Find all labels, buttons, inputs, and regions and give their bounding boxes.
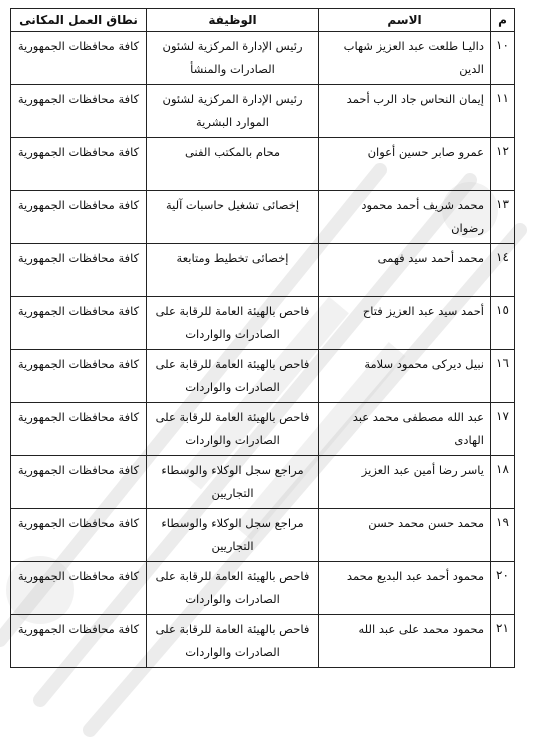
employee-scope: كافة محافظات الجمهورية [11, 244, 147, 297]
table-row [11, 350, 515, 403]
employee-scope: كافة محافظات الجمهورية [11, 138, 147, 191]
employee-table [10, 8, 515, 668]
table-row [11, 509, 515, 562]
employee-scope: كافة محافظات الجمهورية [11, 562, 147, 615]
table-row [11, 138, 515, 191]
header-number: م [491, 9, 515, 32]
table-row [11, 191, 515, 244]
employee-job: فاحص بالهيئة العامة للرقابة على الصادرات والواردات [147, 562, 319, 615]
employee-job: رئيس الإدارة المركزية لشئون الصادرات والمنشأ [147, 32, 319, 85]
employee-scope: كافة محافظات الجمهورية [11, 615, 147, 668]
employee-scope: كافة محافظات الجمهورية [11, 191, 147, 244]
employee-job: مراجع سجل الوكلاء والوسطاء التجاريين [147, 509, 319, 562]
employee-scope: كافة محافظات الجمهورية [11, 403, 147, 456]
row-number: ١١ [491, 85, 515, 138]
employee-job: مراجع سجل الوكلاء والوسطاء التجاريين [147, 456, 319, 509]
row-number: ١٥ [491, 297, 515, 350]
employee-name: داليـا طلعت عبد العزيز شهاب الدين [319, 32, 491, 85]
row-number: ١٦ [491, 350, 515, 403]
employee-job: رئيس الإدارة المركزية لشئون الموارد البشرية [147, 85, 319, 138]
row-number: ١٤ [491, 244, 515, 297]
employee-job: فاحص بالهيئة العامة للرقابة على الصادرات والواردات [147, 403, 319, 456]
table-row [11, 244, 515, 297]
table-row [11, 32, 515, 85]
row-number: ١٢ [491, 138, 515, 191]
table-row [11, 85, 515, 138]
employee-job: فاحص بالهيئة العامة للرقابة على الصادرات والواردات [147, 615, 319, 668]
table-row [11, 456, 515, 509]
row-number: ١٧ [491, 403, 515, 456]
row-number: ١٣ [491, 191, 515, 244]
employee-table-container [10, 8, 514, 668]
row-number: ١٨ [491, 456, 515, 509]
employee-scope: كافة محافظات الجمهورية [11, 32, 147, 85]
employee-job: محام بالمكتب الفنى [147, 138, 319, 191]
employee-name: إيمان النحاس جاد الرب أحمد [319, 85, 491, 138]
row-number: ١٩ [491, 509, 515, 562]
header-name: الاسم [319, 9, 491, 32]
employee-scope: كافة محافظات الجمهورية [11, 350, 147, 403]
employee-name: أحمد سيد عبد العزيز فتاح [319, 297, 491, 350]
employee-name: ياسر رضا أمين عبد العزيز [319, 456, 491, 509]
table-header-row [11, 9, 515, 32]
employee-scope: كافة محافظات الجمهورية [11, 456, 147, 509]
employee-name: محمد حسن محمد حسن [319, 509, 491, 562]
employee-scope: كافة محافظات الجمهورية [11, 297, 147, 350]
employee-name: محمود أحمد عبد البديع محمد [319, 562, 491, 615]
employee-name: محمد شريف أحمد محمود رضوان [319, 191, 491, 244]
row-number: ٢١ [491, 615, 515, 668]
employee-job: إخصائى تشغيل حاسبات آلية [147, 191, 319, 244]
row-number: ٢٠ [491, 562, 515, 615]
employee-name: محمد أحمد سيد فهمى [319, 244, 491, 297]
employee-job: فاحص بالهيئة العامة للرقابة على الصادرات والواردات [147, 350, 319, 403]
header-job: الوظيفة [147, 9, 319, 32]
employee-name: محمود محمد على عبد الله [319, 615, 491, 668]
employee-job: إخصائى تخطيط ومتابعة [147, 244, 319, 297]
row-number: ١٠ [491, 32, 515, 85]
employee-scope: كافة محافظات الجمهورية [11, 509, 147, 562]
table-row [11, 615, 515, 668]
employee-job: فاحص بالهيئة العامة للرقابة على الصادرات والواردات [147, 297, 319, 350]
employee-scope: كافة محافظات الجمهورية [11, 85, 147, 138]
header-scope: نطاق العمل المكانى [11, 9, 147, 32]
table-row [11, 297, 515, 350]
table-row [11, 562, 515, 615]
employee-name: عبد الله مصطفى محمد عبد الهادى [319, 403, 491, 456]
table-row [11, 403, 515, 456]
employee-name: عمرو صابر حسين أعوان [319, 138, 491, 191]
employee-name: نبيل ديركى محمود سلامة [319, 350, 491, 403]
